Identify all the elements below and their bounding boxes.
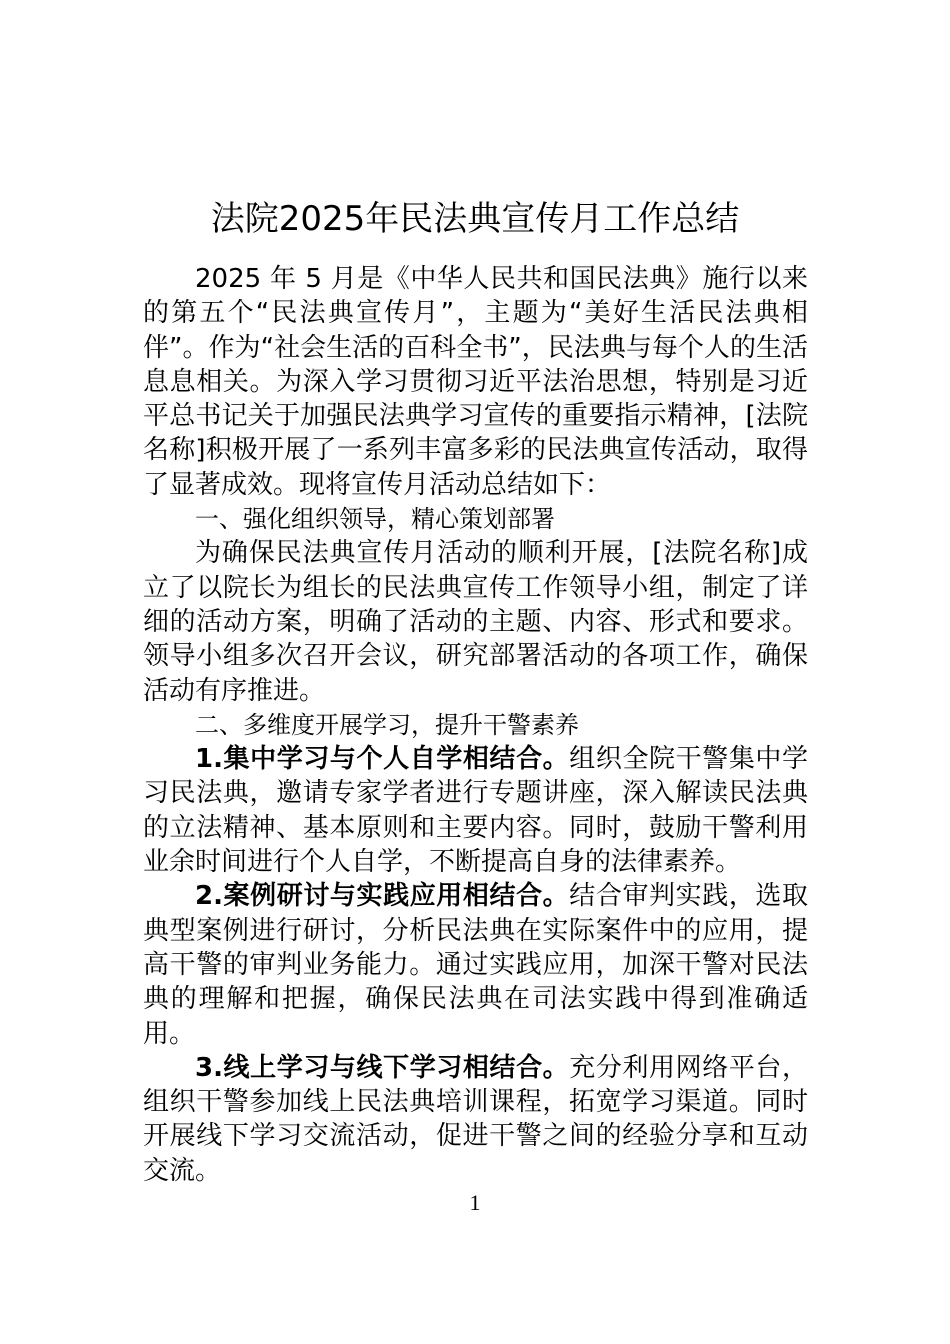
- list-item-3-text: 充分利用网络平台，组织干警参加线上民法典培训课程，拓宽学习渠道。同时开展线下学习交流活动，促进干警之间的经验分享和互动交流。: [143, 1052, 808, 1186]
- page-number: 1: [469, 1190, 481, 1215]
- list-item-1: [143, 742, 808, 879]
- document-body: [143, 262, 808, 1188]
- list-item-1-text: 组织全院干警集中学习民法典，邀请专家学者进行专题讲座，深入解读民法典的立法精神、基本原则和主要内容。同时，鼓励干警利用业余时间进行个人自学，不断提高自身的法律素养。: [143, 744, 808, 878]
- list-item-3: [143, 1051, 808, 1188]
- list-item-2-text: 结合审判实践，选取典型案例进行研讨，分析民法典在实际案件中的应用，提高干警的审判业务能力。通过实践应用，加深干警对民法典的理解和把握，确保民法典在司法实践中得到准确适用。: [143, 881, 808, 1049]
- list-item-2-lead: 2.案例研讨与实践应用相结合。: [195, 881, 570, 912]
- document-title: 法院2025年民法典宣传月工作总结: [210, 198, 740, 239]
- section-heading-1: 一、强化组织领导，精心策划部署: [195, 505, 555, 534]
- list-item-2: [143, 879, 808, 1050]
- section-heading-2: 二、多维度开展学习，提升干警素养: [195, 710, 579, 739]
- list-item-3-lead: 3.线上学习与线下学习相结合。: [195, 1052, 570, 1083]
- list-item-1-lead: 1.集中学习与个人自学相结合。: [195, 744, 570, 775]
- body-paragraph-organization: 为确保民法典宣传月活动的顺利开展，[法院名称]成立了以院长为组长的民法典宣传工作领导小组，制定了详细的活动方案，明确了活动的主题、内容、形式和要求。领导小组多次召开会议，研究部署活动的各项工作，确保活动有序推进。: [143, 538, 808, 706]
- intro-paragraph: 2025 年 5 月是《中华人民共和国民法典》施行以来的第五个“民法典宣传月”，主题为“美好生活民法典相伴”。作为“社会生活的百科全书”，民法典与每个人的生活息息相关。为深入学习贯彻习近平法治思想，特别是习近平总书记关于加强民法典学习宣传的重要指示精神，[法院名称]积极开展了一系列丰富多彩的民法典宣传活动，取得了显著成效。现将宣传月活动总结如下：: [143, 264, 808, 500]
